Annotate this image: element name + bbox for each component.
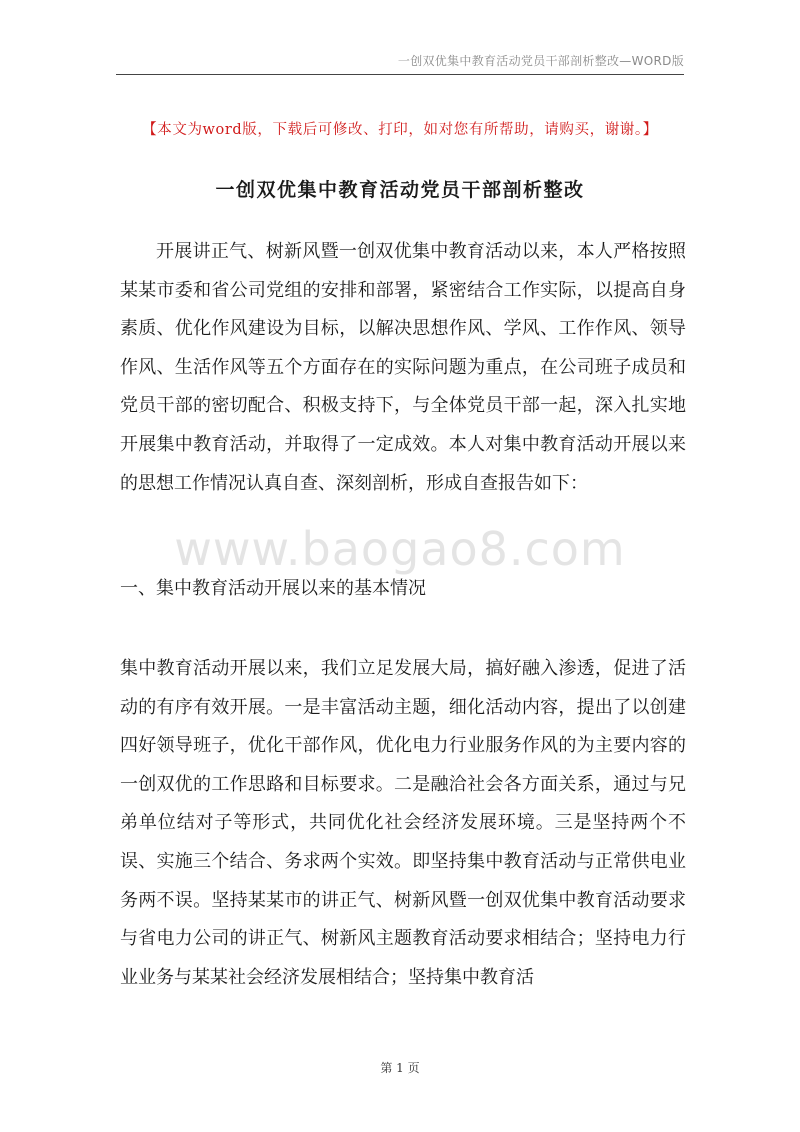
watermark: www.baogao8.com [174,522,626,576]
document-title: 一创双优集中教育活动党员干部剖析整改 [215,179,585,201]
paragraph-basic-situation: 集中教育活动开展以来，我们立足发展大局，搞好融入渗透，促进了活动的有序有效开展。一是丰富活动主题，细化活动内容，提出了以创建四好领导班子，优化干部作风，优化电力行业服务作风的为主要内容的一创双优的工作思路和目标要求。二是融洽社会各方面关系，通过与兄弟单位结对子等形式，共同优化社会经济发展环境。三是坚持两个不误、实施三个结合、务求两个实效。即坚持集中教育活动与正常供电业务两不误。坚持某某市的讲正气、树新风暨一创双优集中教育活动要求与省电力公司的讲正气、树新风主题教育活动要求相结合；坚持电力行业业务与某某社会经济发展相结合；坚持集中教育活 [120,658,686,988]
running-header: 一创双优集中教育活动党员干部剖析整改—WORD版 [397,54,684,68]
page-number: 第 1 页 [380,1061,420,1075]
section-heading: 一、集中教育活动开展以来的基本情况 [120,578,426,599]
paragraph-intro: 开展讲正气、树新风暨一创双优集中教育活动以来，本人严格按照某某市委和省公司党组的安排和部署，紧密结合工作实际，以提高自身素质、优化作风建设为目标，以解决思想作风、学风、工作作风、领导作风、生活作风等五个方面存在的实际问题为重点，在公司班子成员和党员干部的密切配合、积极支持下，与全体党员干部一起，深入扎实地开展集中教育活动，并取得了一定成效。本人对集中教育活动开展以来的思想工作情况认真自查、深刻剖析，形成自查报告如下： [120,241,686,494]
header-divider [116,74,684,75]
download-notice: 【本文为word版，下载后可修改、打印，如对您有所帮助，请购买，谢谢。】 [142,122,658,138]
